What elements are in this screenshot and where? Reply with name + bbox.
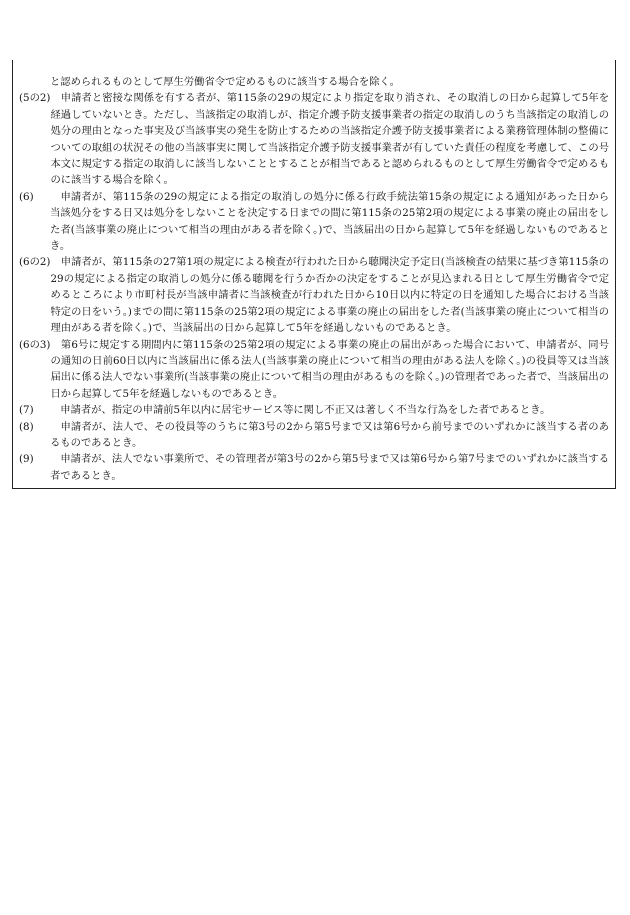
clause-number: (6) — [19, 190, 34, 203]
clause-8 — [19, 419, 609, 452]
clause-6 — [19, 189, 609, 255]
clause-number: (7) — [19, 404, 34, 417]
clause-number: (8) — [19, 420, 34, 433]
clause-5-2 — [19, 90, 609, 188]
clause-text: 申請者が、指定の申請前5年以内に居宅サービス等に関し不正又は著しく不当な行為をした者であるとき。 — [50, 404, 551, 417]
clause-text: 申請者と密接な関係を有する者が、第115条の29の規定により指定を取り消され、その取消しの日から起算して5年を経過していないとき。ただし、当該指定の取消しが、指定介護予防支援事業者の指定の取消しのうち当該指定の取消しの処分の理由となった事実及び当該事実の発生を防止するための当該指定介護予防支援事業者による業務管理体制の整備についての取組の状況その他の当該事実に関して当該指定介護予防支援事業者が有していた責任の程度を考慮して、この号本文に規定する指定の取消しに該当しないこととすることが相当であると認められるものとして厚生労働省令で定めるものに該当する場合を除く。 — [50, 92, 609, 187]
clause-text: 申請者が、第115条の27第1項の規定による検査が行われた日から聴聞決定予定日(当該検査の結果に基づき第115条の29の規定による指定の取消しの処分に係る聴聞を行うか否かの決定をすることが見込まれる日として厚生労働省令で定めるところにより市町村長が当該申請者に当該検査が行われた日から10日以内に特定の日を通知した場合における当該特定の日をいう。)までの間に第115条の25第2項の規定による事業の廃止の届出をした者(当該事業の廃止について相当の理由がある者を除く。)で、当該届出の日から起算して5年を経過しないものであるとき。 — [50, 256, 609, 335]
clause-number: (6の3) — [19, 338, 51, 351]
clause-number: (9) — [19, 453, 34, 466]
clause-text: 申請者が、第115条の29の規定による指定の取消しの処分に係る行政手続法第15条の規定による通知があった日から当該処分をする日又は処分をしないことを決定する日までの間に第115条の25第2項の規定による事業の廃止の届出をした者(当該事業の廃止について相当の理由がある者を除く。)で、当該届出の日から起算して5年を経過しないものであるとき。 — [50, 190, 609, 253]
clause-text: 申請者が、法人でない事業所で、その管理者が第3号の2から第5号まで又は第6号から第7号までのいずれかに該当する者であるとき。 — [50, 453, 609, 482]
clause-number: (5の2) — [19, 92, 51, 105]
clause-number: (6の2) — [19, 256, 51, 269]
document-text-box — [12, 60, 616, 489]
continued-text-fragment: と認められるものとして厚生労働省令で定めるものに該当する場合を除く。 — [50, 76, 400, 88]
clause-9 — [19, 451, 609, 484]
clause-6-2 — [19, 254, 609, 336]
clause-6-3 — [19, 337, 609, 403]
clause-text: 申請者が、法人で、その役員等のうちに第3号の2から第5号まで又は第6号から前号までのいずれかに該当する者のあるものであるとき。 — [50, 420, 609, 449]
clause-7 — [19, 402, 609, 418]
clause-text: 第6号に規定する期間内に第115条の25第2項の規定による事業の廃止の届出があった場合において、申請者が、同号の通知の日前60日以内に当該届出に係る法人(当該事業の廃止について相当の理由がある法人を除く。)の役員等又は当該届出に係る法人でない事業所(当該事業の廃止について相当の理由があるものを除く。)の管理者であった者で、当該届出の日から起算して5年を経過しないものであるとき。 — [50, 338, 609, 400]
